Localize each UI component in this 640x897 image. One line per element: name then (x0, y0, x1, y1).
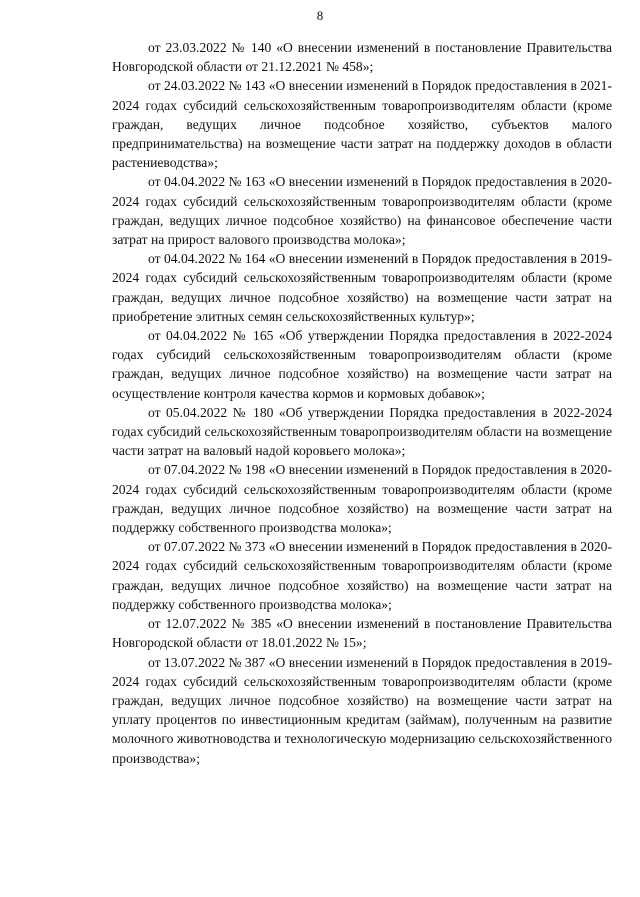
paragraph-decree-385: от 12.07.2022 № 385 «О внесении изменений в постановление Правительства Новгородской области от 18.01.2022 № 15»; (112, 616, 612, 651)
paragraph-decree-163: от 04.04.2022 № 163 «О внесении изменений в Порядок предоставления в 2020-2024 годах субсидий сельскохозяйственным товаропроизводителям области (кроме граждан, ведущих личное подсобное хозяйство) на финансовое обеспечение части затрат на прирост валового производства молока»; (112, 174, 612, 248)
page-number: 8 (316, 8, 324, 23)
paragraph-decree-198: от 07.04.2022 № 198 «О внесении изменений в Порядок предоставления в 2020-2024 годах субсидий сельскохозяйственным товаропроизводителям области (кроме граждан, ведущих личное подсобное хозяйство) на возмещение части затрат на поддержку собственного производства молока»; (112, 462, 612, 536)
paragraph-decree-180: от 05.04.2022 № 180 «Об утверждении Порядка предоставления в 2022-2024 годах субсидий сельскохозяйственным товаропроизводителям области на возмещение части затрат на валовый надой коровьего молока»; (112, 404, 612, 459)
paragraph-decree-143: от 24.03.2022 № 143 «О внесении изменений в Порядок предоставления в 2021-2024 годах субсидий сельскохозяйственным товаропроизводителям области (кроме граждан, ведущих личное подсобное хозяйство, субъектов малого предпринимательства) на возмещение части затрат на поддержку доходов в области растениеводства»; (112, 78, 612, 171)
paragraph-decree-140: от 23.03.2022 № 140 «О внесении изменений в постановление Правительства Новгородской области от 21.12.2021 № 458»; (112, 40, 612, 75)
paragraph-decree-373: от 07.07.2022 № 373 «О внесении изменений в Порядок предоставления в 2020-2024 годах субсидий сельскохозяйственным товаропроизводителям области (кроме граждан, ведущих личное подсобное хозяйство) на возмещение части затрат на поддержку собственного производства молока»; (112, 539, 612, 612)
paragraph-decree-164: от 04.04.2022 № 164 «О внесении изменений в Порядок предоставления в 2019-2024 годах субсидий сельскохозяйственным товаропроизводителям области (кроме граждан, ведущих личное подсобное хозяйство) на возмещение части затрат на приобретение элитных семян сельскохозяйственных культур»; (112, 251, 612, 324)
document-body (112, 38, 612, 768)
paragraph-decree-165: от 04.04.2022 № 165 «Об утверждении Порядка предоставления в 2022-2024 годах субсидий сельскохозяйственным товаропроизводителям области (кроме граждан, ведущих личное подсобное хозяйство) на возмещение части затрат на осуществление контроля качества кормов и кормовых добавок»; (112, 328, 612, 401)
paragraph-decree-387: от 13.07.2022 № 387 «О внесении изменений в Порядок предоставления в 2019-2024 годах субсидий сельскохозяйственным товаропроизводителям области (кроме граждан, ведущих личное подсобное хозяйство) на возмещение части затрат на уплату процентов по инвестиционным кредитам (займам), полученным на развитие молочного животноводства и технологическую модернизацию сельскохозяйственного производства»; (112, 654, 612, 766)
